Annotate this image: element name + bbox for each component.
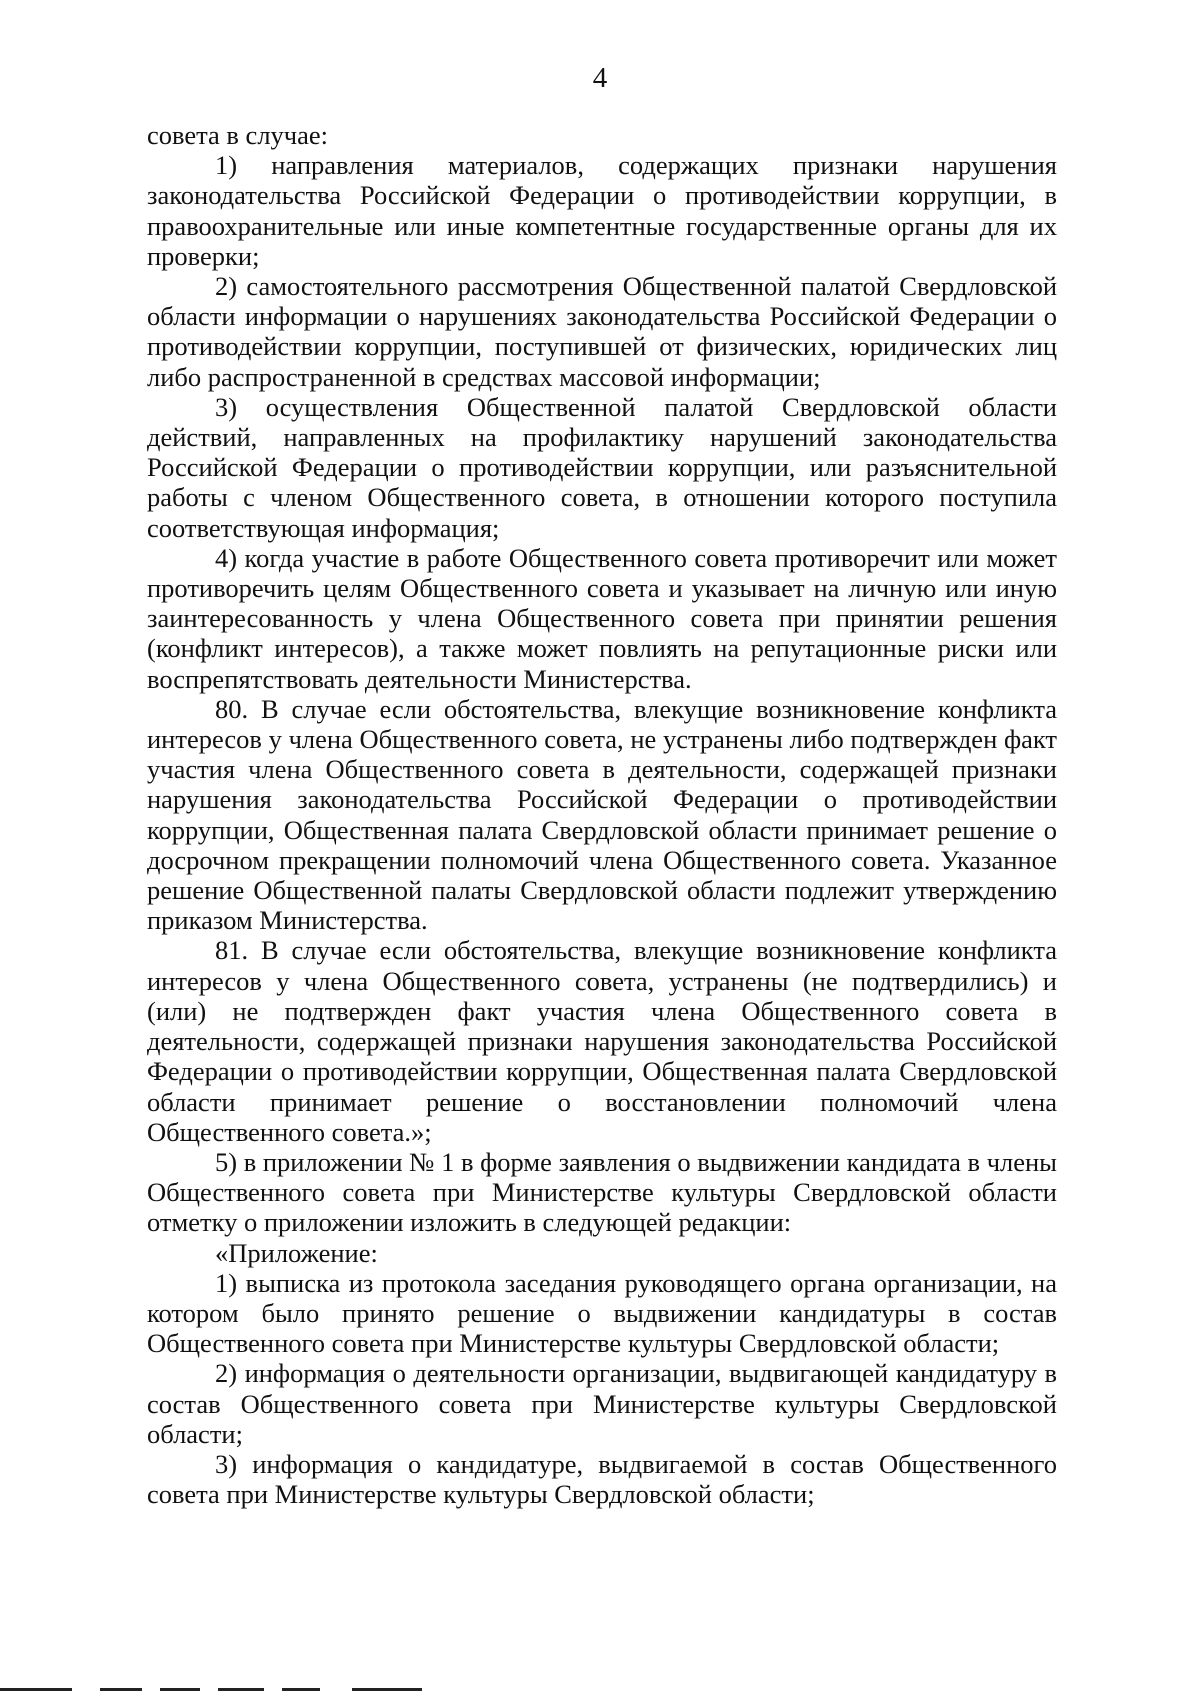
paragraph-attachment-3: 3) информация о кандидатуре, выдвигаемой в состав Общественного совета при Министерстве культуры Свердловской области; [147, 1448, 1057, 1510]
paragraph-attachment-2: 2) информация о деятельности организации, выдвигающей кандидатуру в состав Общественного совета при Министерстве культуры Свердловской области; [147, 1358, 1057, 1449]
scan-edge-marks [0, 1688, 460, 1692]
paragraph-amendment-5: 5) в приложении № 1 в форме заявления о выдвижении кандидата в члены Общественного совета при Министерстве культуры Свердловской области отметку о приложении изложить в следующей редакции: [147, 1146, 1057, 1238]
document-body [147, 120, 1057, 1509]
paragraph-clause-80: 80. В случае если обстоятельства, влекущие возникновение конфликта интересов у члена Общественного совета, не устранены либо подтвержден факт участия члена Общественного совета в деятельности, содержащей признаки нарушения законодательства Российской Федерации о противодействии коррупции, Общественная палата Свердловской области принимает решение о досрочном прекращении полномочий члена Общественного совета. Указанное решение Общественной палаты Свердловской области подлежит утверждению приказом Министерства. [147, 693, 1057, 936]
paragraph-item-2: 2) самостоятельного рассмотрения Общественной палатой Свердловской области информации о нарушениях законодательства Российской Федерации о противодействии коррупции, поступившей от физических, юридических лиц либо распространенной в средствах массовой информации; [147, 271, 1057, 392]
page-number: 4 [592, 62, 608, 94]
paragraph-item-4: 4) когда участие в работе Общественного совета противоречит или может противоречить целям Общественного совета и указывает на личную или иную заинтересованность у члена Общественного совета при принятии решения (конфликт интересов), а также может повлиять на репутационные риски или воспрепятствовать деятельности Министерства. [147, 542, 1057, 694]
paragraph-item-1: 1) направления материалов, содержащих признаки нарушения законодательства Российской Федерации о противодействии коррупции, в правоохранительные или иные компетентные государственные органы для их проверки; [147, 150, 1057, 271]
paragraph-continuation: совета в случае: [147, 120, 329, 150]
paragraph-clause-81: 81. В случае если обстоятельства, влекущие возникновение конфликта интересов у члена Общественного совета, устранены (не подтвердились) и (или) не подтвержден факт участия члена Общественного совета в деятельности, содержащей признаки нарушения законодательства Российской Федерации о противодействии коррупции, Общественная палата Свердловской области принимает решение о восстановлении полномочий члена Общественного совета.»; [147, 935, 1057, 1147]
paragraph-attachment-1: 1) выписка из протокола заседания руководящего органа организации, на котором было принято решение о выдвижении кандидатуры в состав Общественного совета при Министерстве культуры Свердловской области; [147, 1267, 1057, 1359]
paragraph-item-3: 3) осуществления Общественной палатой Свердловской области действий, направленных на профилактику нарушений законодательства Российской Федерации о противодействии коррупции, или разъяснительной работы с членом Общественного совета, в отношении которого поступила соответствующая информация; [147, 391, 1057, 543]
paragraph-attachment-heading: «Приложение: [215, 1237, 378, 1268]
